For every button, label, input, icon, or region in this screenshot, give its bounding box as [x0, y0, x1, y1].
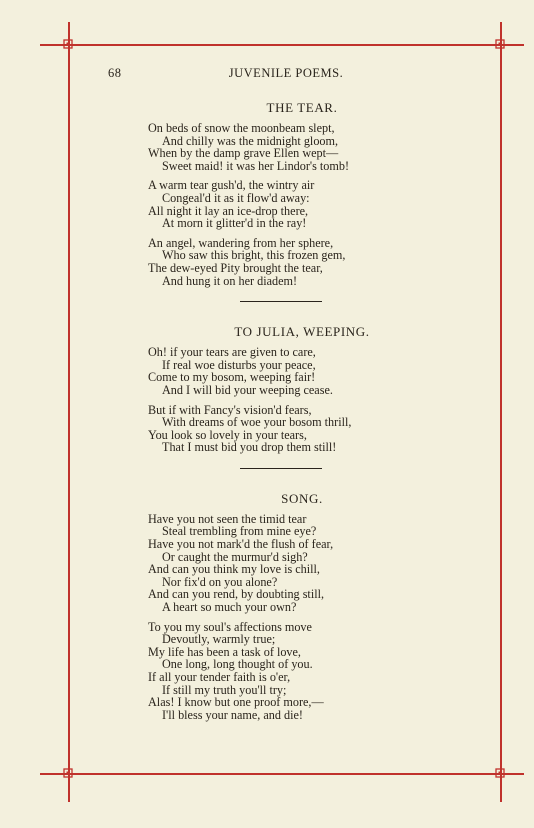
poem-line: And can you rend, by doubting still, — [148, 587, 325, 602]
poem-to-julia-weeping — [148, 324, 468, 454]
poem-the-tear — [148, 100, 468, 287]
section-divider — [240, 468, 322, 469]
frame-corner-ornament-icon — [61, 766, 75, 780]
poem-line: One long, long thought of you. — [162, 657, 313, 672]
poem-line: At morn it glitter'd in the ray! — [162, 216, 307, 231]
poem-line: To you my soul's affections move — [148, 619, 312, 634]
poem-line: Or caught the murmur'd sigh? — [162, 549, 308, 564]
poem-line: On beds of snow the moonbeam slept, — [148, 121, 335, 135]
poem-line: But if with Fancy's vision'd fears, — [148, 402, 312, 417]
stanza — [148, 513, 468, 614]
stanza — [148, 237, 468, 287]
poem-line: An angel, wandering from her sphere, — [148, 235, 334, 250]
stanza — [148, 346, 468, 396]
poem-line: That I must bid you drop them still! — [162, 440, 337, 455]
poem-line: If all your tender faith is o'er, — [148, 670, 291, 684]
poem-line: Nor fix'd on you alone? — [162, 574, 278, 589]
poem-line: You look so lovely in your tears, — [148, 427, 307, 442]
poem-line: Alas! I know but one proof more,— — [148, 695, 324, 710]
stanza — [148, 122, 468, 172]
frame-top-rule — [40, 44, 524, 46]
stanza — [148, 621, 468, 722]
poem-line: If still my truth you'll try; — [162, 682, 287, 697]
poem-line: A warm tear gush'd, the wintry air — [148, 178, 315, 193]
poem-line: Have you not mark'd the flush of fear, — [148, 537, 334, 552]
poem-line: And chilly was the midnight gloom, — [162, 133, 339, 148]
poem-line: If real woe disturbs your peace, — [162, 357, 316, 372]
poem-line: A heart so much your own? — [162, 600, 297, 615]
frame-corner-ornament-icon — [61, 37, 75, 51]
poem-line: Have you not seen the timid tear — [148, 511, 307, 526]
poem-line: Congeal'd it as it flow'd away: — [162, 190, 310, 205]
frame-right-rule — [500, 22, 502, 802]
poem-song — [148, 491, 468, 722]
frame-corner-ornament-icon — [493, 37, 507, 51]
poem-line: And I will bid your weeping cease. — [162, 382, 333, 397]
poem-line: The dew-eyed Pity brought the tear, — [148, 260, 323, 275]
poem-line: All night it lay an ice-drop there, — [148, 203, 309, 218]
frame-left-rule — [68, 22, 70, 802]
frame-bottom-rule — [40, 773, 524, 775]
poem-line: Devoutly, warmly true; — [162, 632, 276, 647]
frame-corner-ornament-icon — [493, 766, 507, 780]
poem-line: When by the damp grave Ellen wept— — [148, 146, 339, 161]
running-head: JUVENILE POEMS. — [228, 66, 344, 80]
poem-line: With dreams of woe your bosom thrill, — [162, 415, 352, 430]
page-header — [100, 66, 472, 84]
poem-title: SONG. — [281, 490, 323, 506]
stanza — [148, 179, 468, 229]
poem-line: My life has been a task of love, — [148, 644, 301, 659]
poem-line: Come to my bosom, weeping fair! — [148, 370, 316, 385]
page-number: 68 — [108, 66, 122, 80]
poem-title: THE TEAR. — [266, 100, 338, 115]
poem-line: Oh! if your tears are given to care, — [148, 345, 316, 360]
poem-line: Who saw this bright, this frozen gem, — [162, 248, 346, 263]
page-body — [148, 100, 468, 728]
poem-line: Steal trembling from mine eye? — [162, 524, 317, 539]
poem-line: And hung it on her diadem! — [162, 273, 298, 288]
section-divider — [240, 301, 322, 302]
poem-line: Sweet maid! it was her Lindor's tomb! — [162, 158, 350, 173]
stanza — [148, 404, 468, 454]
poem-line: And can you think my love is chill, — [148, 562, 320, 577]
poem-line: I'll bless your name, and die! — [162, 707, 303, 722]
poem-title: TO JULIA, WEEPING. — [234, 324, 370, 340]
